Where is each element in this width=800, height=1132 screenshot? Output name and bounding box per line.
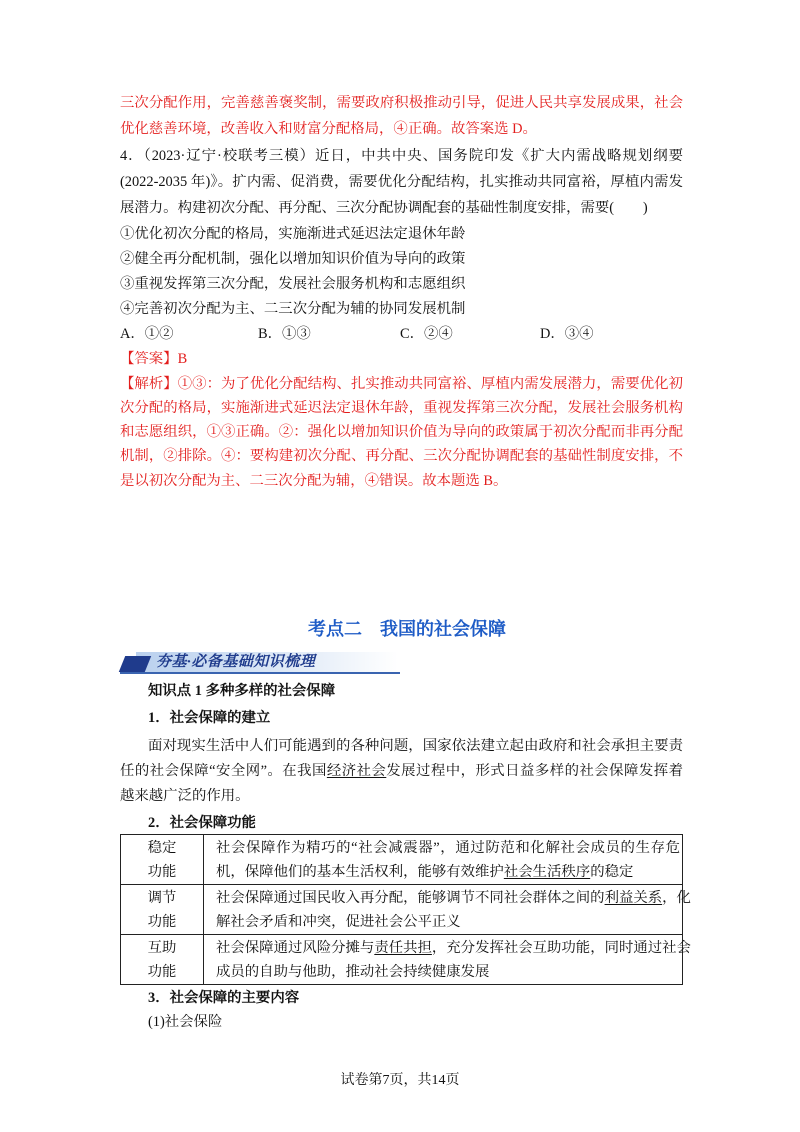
- answer-value: B: [177, 351, 188, 367]
- knowledge-point-title: 知识点 1 多种多样的社会保障: [148, 683, 336, 699]
- option-c: C．②④: [400, 326, 453, 342]
- paragraph-line: 面对现实生活中人们可能遇到的各种问题，国家依法建立起由政府和社会承担主要责: [148, 738, 683, 754]
- label-line: 互助: [147, 939, 177, 956]
- question-item: ④完善初次分配为主、二三次分配为辅的协同发展机制: [120, 301, 466, 317]
- underlined-term: 经济社会: [326, 763, 387, 779]
- page-footer: 试卷第7页，共14页: [340, 1073, 460, 1088]
- question-stem-line: (2022-2035 年)》。扩内需、促消费，需要优化分配结构，扎实推动共同富裕，厚植内需发: [120, 174, 683, 190]
- text-segment: 机，保障他们的基本生活权利，能够有效维护: [216, 863, 504, 880]
- table-row: [121, 935, 683, 985]
- analysis-text: ①③：为了优化分配结构、扎实推动共同富裕、厚植内需发展潜力，需要优化初: [177, 376, 683, 392]
- analysis-label: 【解析】: [120, 376, 178, 392]
- content-line: [216, 910, 680, 934]
- question-stem-line: 4．（2023·辽宁·校联考三模）近日，中共中央、国务院印发《扩大内需战略规划纲要: [120, 148, 683, 164]
- option-d: D．③④: [540, 326, 594, 342]
- analysis-line: 是以初次分配为主、二三次分配为辅，④错误。故本题选 B。: [120, 473, 508, 489]
- analysis-line: 机制，②排除。④：要构建初次分配、再分配、三次分配协调配套的基础性制度安排，不: [120, 448, 683, 464]
- table-row-content: [204, 835, 683, 885]
- table-row-content: [204, 935, 691, 985]
- underlined-term: 责任共担: [374, 939, 432, 956]
- option-b: B．①③: [258, 326, 311, 342]
- question-stem-line: 展潜力。构建初次分配、再分配、三次分配协调配套的基础性制度安排，需要( ): [120, 200, 648, 216]
- section-title: 考点二 我国的社会保障: [308, 619, 506, 639]
- table-row-content: [204, 885, 691, 935]
- subsection-item: (1)社会保险: [148, 1014, 223, 1030]
- option-a: A．①②: [120, 326, 174, 342]
- underlined-term: 社会生活秩序: [503, 863, 591, 880]
- table-row-label: [121, 885, 204, 935]
- content-line: [216, 886, 691, 910]
- question-item: ③重视发挥第三次分配，发展社会服务机构和志愿组织: [120, 276, 466, 292]
- analysis-line: 次分配的格局，实施渐进式延迟法定退休年龄，重视发挥第三次分配，发展社会服务机构: [120, 400, 683, 416]
- table-row: [121, 885, 683, 935]
- content-line: [216, 936, 691, 960]
- prev-analysis-line: 优化慈善环境，改善收入和财富分配格局，④正确。故答案选 D。: [120, 121, 537, 137]
- prev-analysis-line: 三次分配作用，完善慈善褒奖制，需要政府积极推动引导，促进人民共享发展成果，社会: [120, 95, 683, 111]
- label-line: 稳定: [147, 839, 177, 856]
- table-row-label: [121, 835, 204, 885]
- text-segment: 社会保障通过国民收入再分配，能够调节不同社会群体之间的: [216, 889, 605, 906]
- table-row-label: [121, 935, 204, 985]
- answer-line: [120, 349, 683, 369]
- text-segment: 成员的自助与他助，推动社会持续健康发展: [216, 963, 490, 980]
- subsection-title: 2．社会保障功能: [148, 815, 256, 831]
- paragraph-line: [120, 761, 683, 781]
- text-segment: 的稳定: [590, 863, 634, 880]
- text-segment: 解社会矛盾和冲突，促进社会公平正义: [216, 913, 461, 930]
- content-line: [216, 860, 680, 884]
- text-segment: ，充分发挥社会互助功能，同时通过社会: [431, 939, 691, 956]
- analysis-line: 和志愿组织，①③正确。②：强化以增加知识价值为导向的政策属于初次分配而非再分配: [120, 424, 683, 440]
- subsection-title: 3．社会保障的主要内容: [148, 990, 300, 1006]
- label-line: 功能: [147, 863, 177, 880]
- text-segment: 社会保障作为精巧的“社会减震器”，通过防范和化解社会成员的生存危: [216, 839, 680, 856]
- table-row: [121, 835, 683, 885]
- paragraph-line: 越来越广泛的作用。: [120, 788, 250, 804]
- function-table: [120, 834, 691, 985]
- question-item: ②健全再分配机制，强化以增加知识价值为导向的政策: [120, 251, 466, 267]
- label-line: 功能: [147, 963, 177, 980]
- banner-title: 夯基·必备基础知识梳理: [156, 654, 316, 670]
- text-segment: ，化: [662, 889, 691, 906]
- analysis-line: [120, 374, 683, 394]
- subsection-title: 1．社会保障的建立: [148, 710, 271, 726]
- label-line: 功能: [147, 913, 177, 930]
- label-line: 调节: [147, 889, 177, 906]
- text-segment: 任的社会保障“安全网”。在我国: [120, 763, 327, 779]
- content-line: [216, 836, 680, 860]
- text-segment: 社会保障通过风险分摊与: [216, 939, 375, 956]
- content-line: [216, 960, 680, 984]
- question-item: ①优化初次分配的格局，实施渐进式延迟法定退休年龄: [120, 226, 466, 242]
- answer-label: 【答案】: [120, 351, 178, 367]
- underlined-term: 利益关系: [604, 889, 663, 906]
- text-segment: 发展过程中，形式日益多样的社会保障发挥着: [386, 763, 683, 779]
